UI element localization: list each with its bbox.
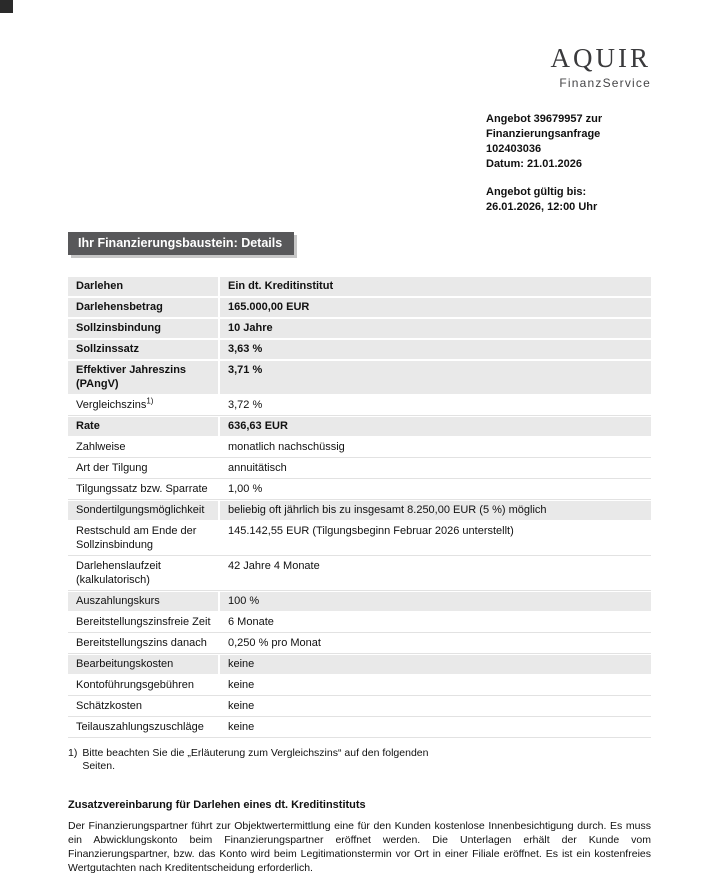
row-label: Art der Tilgung [68,459,218,478]
row-value: 3,63 % [220,340,651,359]
logo [68,44,651,90]
table-row [68,613,651,633]
row-label: Bearbeitungskosten [68,655,218,674]
row-value: beliebig oft jährlich bis zu insgesamt 8.250,00 EUR (5 %) möglich [220,501,651,520]
row-label: Sollzinsbindung [68,319,218,338]
row-value: 10 Jahre [220,319,651,338]
table-row [68,277,651,298]
table-row [68,634,651,654]
row-value: 3,72 % [220,396,651,415]
table-row [68,501,651,522]
row-label: Auszahlungskurs [68,592,218,611]
table-row [68,298,651,319]
offer-number-line: Angebot 39679957 zur [486,112,603,125]
addendum-title: Zusatzvereinbarung für Darlehen eines dt. Kreditinstituts [68,798,366,811]
table-row [68,396,651,416]
row-label: Zahlweise [68,438,218,457]
table-row [68,340,651,361]
row-value: 636,63 EUR [220,417,651,436]
table-row [68,655,651,676]
row-label: Kontoführungsgebühren [68,676,218,695]
validity-label: Angebot gültig bis: [486,185,587,198]
row-label: Sondertilgungsmöglichkeit [68,501,218,520]
row-value: Ein dt. Kreditinstitut [220,277,651,296]
row-value: keine [220,655,651,674]
table-row [68,592,651,613]
table-row [68,697,651,717]
table-row [68,480,651,500]
row-value: 3,71 % [220,361,651,394]
row-label: Tilgungssatz bzw. Sparrate [68,480,218,499]
row-value: keine [220,676,651,695]
spacer [486,172,651,185]
table-row [68,361,651,396]
row-label: Darlehen [68,277,218,296]
logo-tagline: FinanzService [559,75,651,90]
row-label: Teilauszahlungszuschläge [68,718,218,737]
financing-request-line: Finanzierungsanfrage 102403036 [486,127,601,155]
validity-date: 26.01.2026, 12:00 Uhr [486,200,598,213]
addendum-body: Der Finanzierungspartner führt zur Objektwertermittlung eine für den Kunden kostenlose Innenbesichtigung durch. Es muss ein Abwicklungskonto beim Finanzierungspartner eröffnet werden. Die Unterlagen erhält der Kunde vom Finanzierungspartner, bzw. das Konto wird beim Legitimationstermin vor Ort in einer Filiale eröffnet. Es ist ein kostenfreies Wertgutachten nach Kreditentscheidung erforderlich. [68,819,651,874]
section-title-bar [68,232,294,255]
table-row [68,319,651,340]
footnote-text: Bitte beachten Sie die „Erläuterung zum Vergleichszins“ auf den folgenden Seiten. [82,746,429,772]
row-value: 1,00 % [220,480,651,499]
row-label: Bereitstellungszins danach [68,634,218,653]
row-label: Schätzkosten [68,697,218,716]
row-value: 0,250 % pro Monat [220,634,651,653]
row-label: Restschuld am Ende der Sollzinsbindung [68,522,218,555]
section-title: Ihr Finanzierungsbaustein: Details [78,235,283,250]
table-row [68,438,651,458]
row-label: Sollzinssatz [68,340,218,359]
row-value: 100 % [220,592,651,611]
row-label: Rate [68,417,218,436]
corner-mark [0,0,13,13]
row-value: keine [220,718,651,737]
table-row [68,718,651,738]
row-label: Darlehensbetrag [68,298,218,317]
footnote-marker: 1) [68,746,78,759]
row-label: Vergleichszins$^{1)}$ [68,396,218,415]
row-value: 42 Jahre 4 Monate [220,557,651,590]
row-label: Effektiver Jahreszins (PAngV) [68,361,218,394]
row-value: 165.000,00 EUR [220,298,651,317]
table-row [68,522,651,556]
table-row [68,557,651,591]
footnote-reference: 1) [146,396,154,406]
row-label: Darlehenslaufzeit (kalkulatorisch) [68,557,218,590]
row-value: keine [220,697,651,716]
details-table [68,277,651,738]
row-value: annuitätisch [220,459,651,478]
table-row [68,459,651,479]
footnote [68,747,651,773]
table-row [68,676,651,696]
row-label: Bereitstellungszinsfreie Zeit [68,613,218,632]
row-value: monatlich nachschüssig [220,438,651,457]
row-value: 6 Monate [220,613,651,632]
row-value: 145.142,55 EUR (Tilgungsbeginn Februar 2026 unterstellt) [220,522,651,555]
logo-wordmark: AQUIR [550,43,651,73]
table-row [68,417,651,438]
offer-date-line: Datum: 21.01.2026 [486,157,582,170]
offer-info [486,112,651,215]
